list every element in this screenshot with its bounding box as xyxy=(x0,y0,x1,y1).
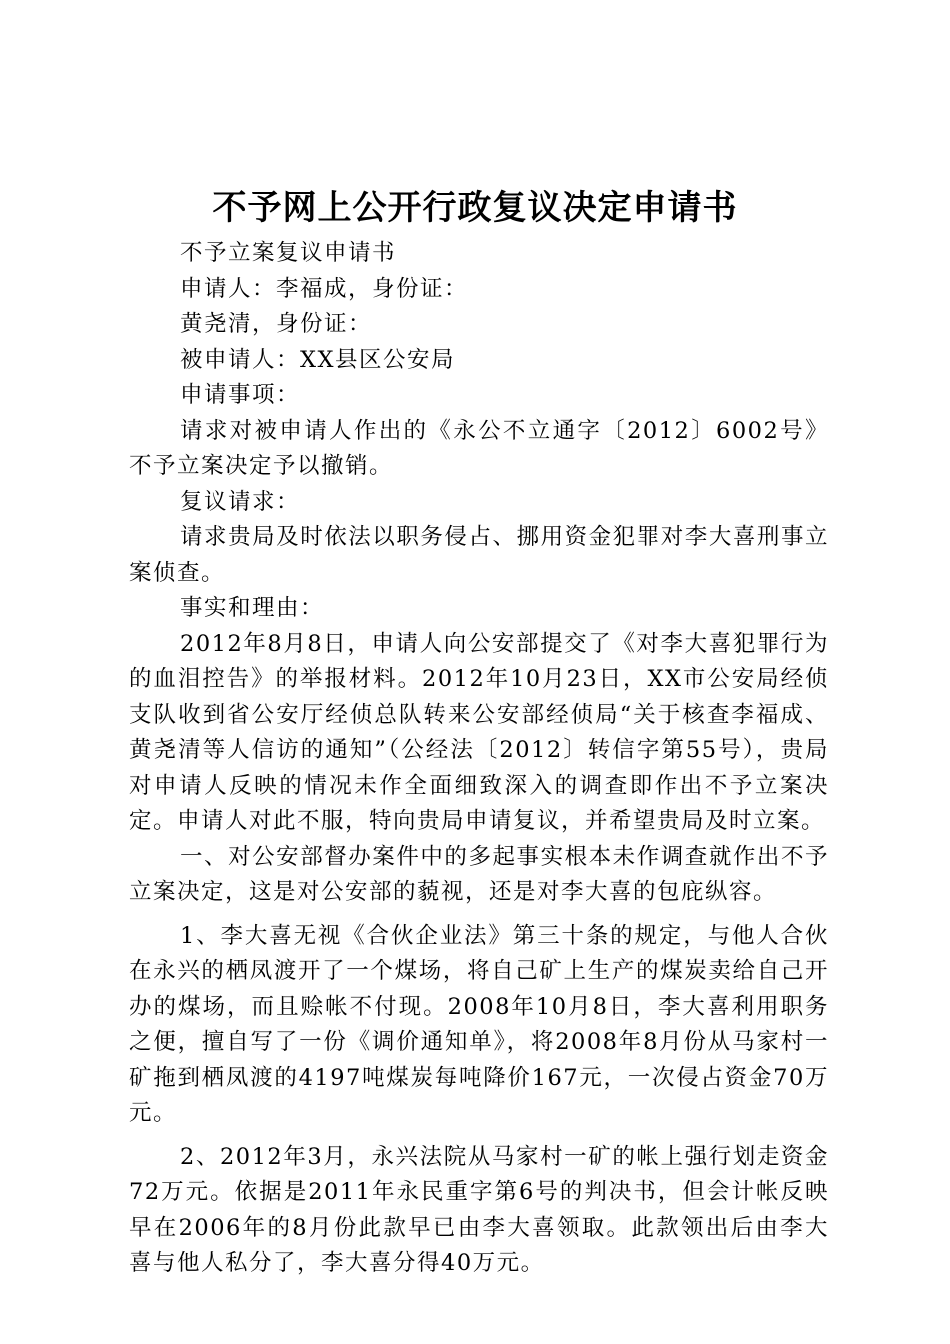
paragraph-respondent: 被申请人：XX县区公安局 xyxy=(180,346,456,373)
paragraph-matters-label: 申请事项： xyxy=(180,382,301,408)
document-body xyxy=(129,236,829,1282)
paragraph-applicant: 申请人：李福成，身份证： xyxy=(180,275,469,302)
document-title: 不予网上公开行政复议决定申请书 xyxy=(212,188,738,228)
paragraph-point-one: 一、对公安部督办案件中的多起事实根本未作调查就作出不予立案决定，这是对公安部的藐视，还是对李大喜的包庇纵容。 xyxy=(129,843,829,905)
paragraph-item-2: 2、2012年3月，永兴法院从马家村一矿的帐上强行划走资金72万元。依据是2011年永民重字第6号的判决书，但会计帐反映早在2006年的8月份此款早已由李大喜领取。此款领出后由李大喜与他人私分了，李大喜分得40万元。 xyxy=(129,1143,829,1276)
paragraph-matters: 请求对被申请人作出的《永公不立通字〔2012〕6002号》不予立案决定予以撤销。 xyxy=(129,417,829,479)
paragraph-item-1: 1、李大喜无视《合伙企业法》第三十条的规定，与他人合伙在永兴的栖凤渡开了一个煤场，将自己矿上生产的煤炭卖给自己开办的煤场，而且赊帐不付现。2008年10月8日，李大喜利用职务之便，擅自写了一份《调价通知单》，将2008年8月份从马家村一矿拖到栖凤渡的4197吨煤炭每吨降价167元，一次侵占资金70万元。 xyxy=(129,922,829,1126)
paragraph-facts-label: 事实和理由： xyxy=(180,595,325,621)
paragraph-facts: 2012年8月8日，申请人向公安部提交了《对李大喜犯罪行为的血泪控告》的举报材料。2012年10月23日，XX市公安局经侦支队收到省公安厅经侦总队转来公安部经侦局“关于核查李福成、黄尧清等人信访的通知”（公经法〔2012〕转信字第55号），贵局对申请人反映的情况未作全面细致深入的调查即作出不予立案决定。申请人对此不服，特向贵局申请复议，并希望贵局及时立案。 xyxy=(129,630,829,834)
paragraph-request: 请求贵局及时依法以职务侵占、挪用资金犯罪对李大喜刑事立案侦查。 xyxy=(129,524,829,586)
paragraph-request-label: 复议请求： xyxy=(180,488,301,515)
paragraph-co-applicant: 黄尧清，身份证： xyxy=(180,311,373,337)
paragraph-heading: 不予立案复议申请书 xyxy=(180,240,397,266)
